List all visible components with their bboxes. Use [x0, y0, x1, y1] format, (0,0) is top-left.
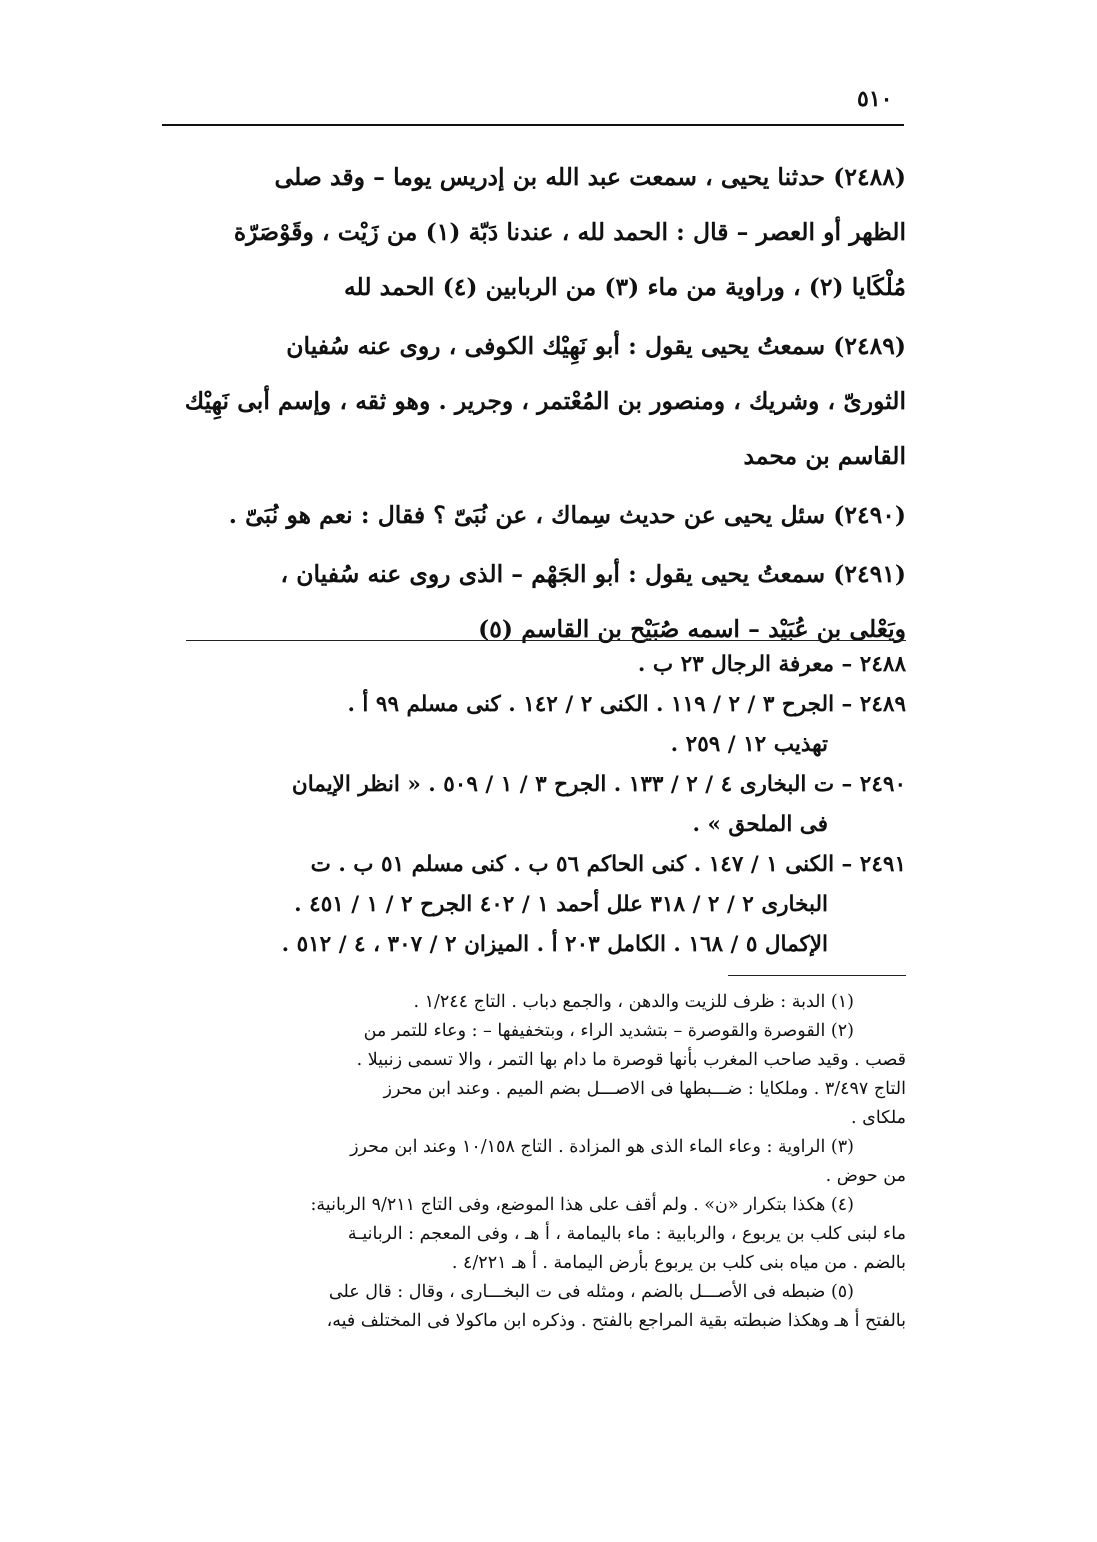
footnote-line: ماء لبنى كلب بن يربوع ، والربابية : ماء باليمامة ، أ هـ ، وفى المعجم : الربانيـة: [347, 1224, 906, 1244]
footnote-line: (٥) ضبطه فى الأصـــل بالضم ، ومثله فى ت البخـــارى ، وقال : قال على: [328, 1282, 854, 1302]
footnote-1: [160, 988, 906, 1017]
source-line: ٢٤٨٩ – الجرح ٣ / ٢ / ١١٩ . الكنى ٢ / ١٤٢ . كنى مسلم ٩٩ أ .: [347, 692, 906, 717]
footnote-5: [160, 1278, 906, 1336]
source-2490: [160, 765, 906, 845]
footnote-3: [160, 1133, 906, 1191]
source-2491: [160, 845, 906, 965]
footnote-line: (٢) القوصرة والقوصرة – بتشديد الراء ، وبتخفيفها – : وعاء للتمر من: [363, 1021, 854, 1041]
text-line: الظهر أو العصر – قال : الحمد لله ، عندنا دَبّة (١) من زَيْت ، وقَوْصَرّة: [233, 218, 906, 246]
page-number: ٥١٠: [857, 86, 893, 112]
source-line: فى الملحق » .: [692, 812, 828, 837]
source-2488: [160, 645, 906, 685]
source-line: ٢٤٩١ – الكنى ١ / ١٤٧ . كنى الحاكم ٥٦ ب . كنى مسلم ٥١ ب . ت: [310, 852, 906, 877]
footnote-line: (٤) هكذا بتكرار «ن» . ولم أقف على هذا الموضع، وفى التاج ٩/٢١١ الربانية:: [310, 1195, 854, 1215]
text-line: (٢٤٩٠) سئل يحيى عن حديث سِماك ، عن نُبَىّ ؟ فقال : نعم هو نُبَىّ .: [228, 501, 906, 529]
footnote-line: قصب . وقيد صاحب المغرب بأنها قوصرة ما دام بها التمر ، والا تسمى زنبيلا .: [356, 1050, 906, 1070]
source-line: ٢٤٨٨ – معرفة الرجال ٢٣ ب .: [637, 652, 906, 677]
footnotes-rule: [728, 975, 906, 976]
source-line: ٢٤٩٠ – ت البخارى ٤ / ٢ / ١٣٣ . الجرح ٣ / ١ / ٥٠٩ . « انظر الإيمان: [291, 772, 906, 797]
footnote-line: من حوض .: [825, 1166, 906, 1186]
text-line: (٢٤٨٨) حدثنا يحيى ، سمعت عبد الله بن إدريس يوما – وقد صلى: [274, 163, 906, 191]
text-line: (٢٤٩١) سمعتُ يحيى يقول : أبو الجَهْم – الذى روى عنه سُفيان ،: [280, 560, 906, 588]
source-line: الإكمال ٥ / ١٦٨ . الكامل ٢٠٣ أ . الميزان ٢ / ٣٠٧ ، ٤ / ٥١٢ .: [281, 932, 828, 957]
source-line: تهذيب ١٢ / ٢٥٩ .: [670, 732, 828, 757]
footnote-line: بالفتح أ هـ وهكذا ضبطته بقية المراجع بالفتح . وذكره ابن ماكولا فى المختلف فيه،: [326, 1311, 906, 1331]
entry-2489: [160, 319, 906, 484]
header-rule: [162, 124, 904, 126]
footnotes-section: [160, 988, 906, 1336]
entry-2488: [160, 150, 906, 315]
source-2489: [160, 685, 906, 765]
entry-2490: [160, 488, 906, 543]
main-text: [160, 150, 906, 661]
footnote-line: بالضم . من مياه بنى كلب بن يربوع بأرض اليمامة . أ هـ ٤/٢٢١ .: [451, 1253, 906, 1273]
footnote-4: [160, 1191, 906, 1278]
footnote-2: [160, 1017, 906, 1133]
footnote-line: (٣) الراوية : وعاء الماء الذى هو المزادة . التاج ١٠/١٥٨ وعند ابن محرز: [350, 1137, 854, 1157]
text-line: الثورىّ ، وشريك ، ومنصور بن المُعْتمر ، وجرير . وهو ثقه ، وإسم أبى نَهِيْك: [184, 387, 906, 415]
source-line: البخارى ٢ / ٢ / ٣١٨ علل أحمد ١ / ٤٠٢ الجرح ٢ / ١ / ٤٥١ .: [294, 892, 828, 917]
sources-rule: [186, 640, 906, 641]
text-line: ويَعْلى بن عُبَيْد – اسمه صُبَيْح بن القاسم (٥): [478, 615, 906, 643]
footnote-line: التاج ٣/٤٩٧ . وملكايا : ضـــبطها فى الاصـــل بضم الميم . وعند ابن محرز: [383, 1079, 906, 1099]
text-line: القاسم بن محمد: [743, 442, 906, 470]
text-line: مُلْكَايا (٢) ، وراوية من ماء (٣) من الربابين (٤) الحمد لله: [343, 273, 906, 301]
text-line: (٢٤٨٩) سمعتُ يحيى يقول : أبو نَهِيْك الكوفى ، روى عنه سُفيان: [286, 332, 906, 360]
footnote-line: ملكاى .: [851, 1108, 906, 1128]
footnote-line: (١) الدبة : ظرف للزيت والدهن ، والجمع دباب . التاج ١/٢٤٤ .: [413, 992, 854, 1012]
sources-section: [160, 645, 906, 965]
